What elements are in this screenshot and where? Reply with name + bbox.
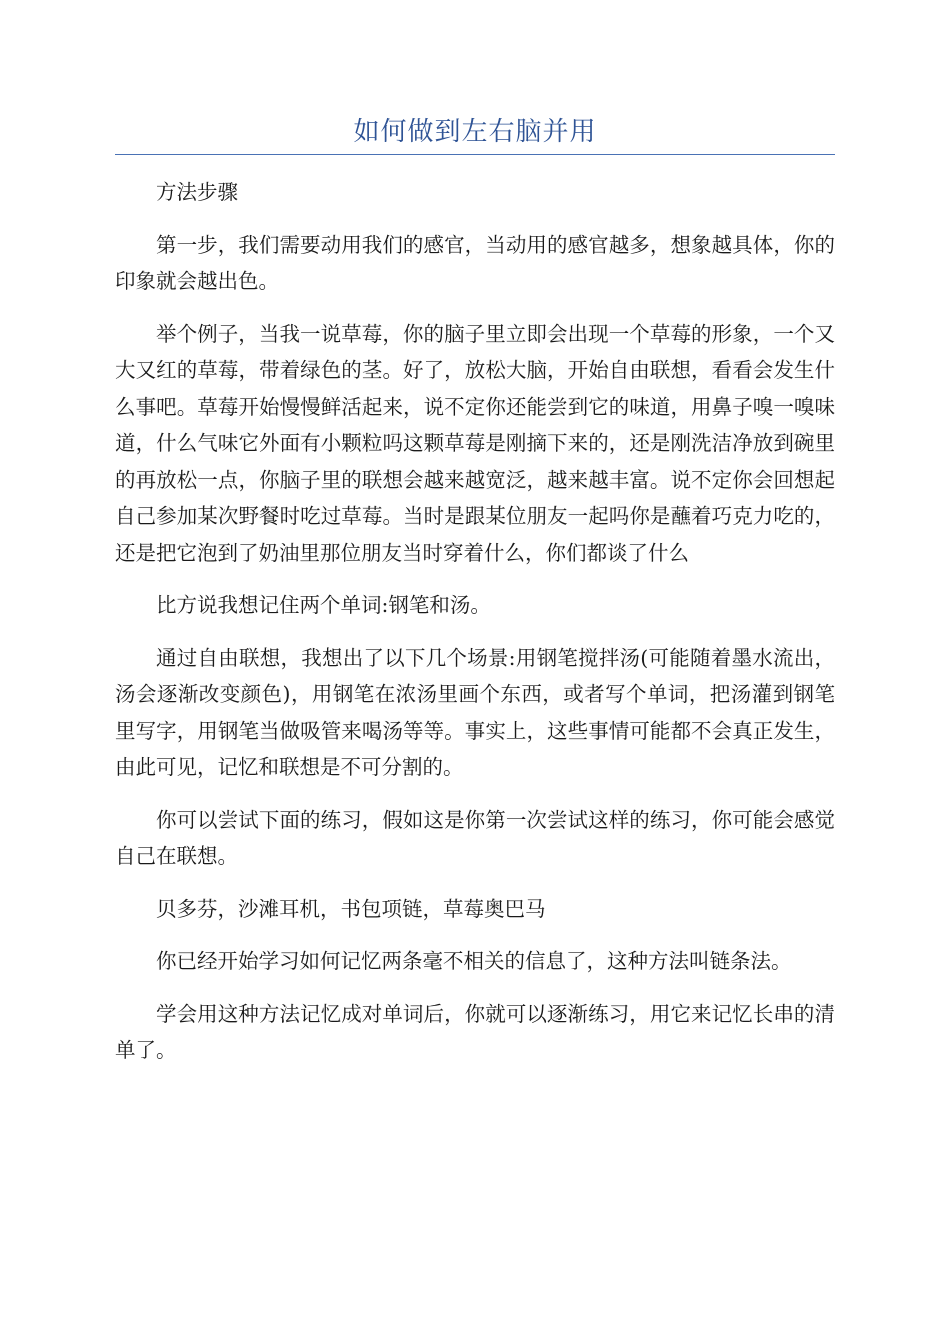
paragraph: 你已经开始学习如何记忆两条毫不相关的信息了，这种方法叫链条法。 (156, 949, 792, 973)
paragraph: 学会用这种方法记忆成对单词后，你就可以逐渐练习，用它来记忆长串的清单了。 (115, 1001, 835, 1062)
title-divider (115, 154, 835, 155)
section-heading: 方法步骤 (156, 180, 238, 204)
page-title: 如何做到左右脑并用 (353, 117, 597, 147)
paragraph: 你可以尝试下面的练习，假如这是你第一次尝试这样的练习，你可能会感觉自己在联想。 (115, 807, 835, 868)
paragraph: 第一步，我们需要动用我们的感官，当动用的感官越多，想象越具体，你的印象就会越出色。 (115, 232, 835, 293)
paragraph: 贝多芬，沙滩耳机，书包项链，草莓奥巴马 (156, 896, 546, 921)
paragraph: 比方说我想记住两个单词:钢笔和汤。 (156, 593, 491, 617)
document-body (115, 174, 835, 1085)
paragraph: 举个例子，当我一说草莓，你的脑子里立即会出现一个草莓的形象，一个又大又红的草莓，带着绿色的茎。好了，放松大脑，开始自由联想，看看会发生什么事吧。草莓开始慢慢鲜活起来，说不定你还能尝到它的味道，用鼻子嗅一嗅味道，什么气味它外面有小颗粒吗这颗草莓是刚摘下来的，还是刚洗洁净放到碗里的再放松一点，你脑子里的联想会越来越宽泛，越来越丰富。说不定你会回想起自己参加某次野餐时吃过草莓。当时是跟某位朋友一起吗你是蘸着巧克力吃的，还是把它泡到了奶油里那位朋友当时穿着什么，你们都谈了什么 (115, 321, 835, 565)
paragraph: 通过自由联想，我想出了以下几个场景:用钢笔搅拌汤(可能随着墨水流出，汤会逐渐改变颜色)，用钢笔在浓汤里画个东西，或者写个单词，把汤灌到钢笔里写字，用钢笔当做吸管来喝汤等等。事实上，这些事情可能都不会真正发生，由此可见，记忆和联想是不可分割的。 (115, 645, 835, 779)
